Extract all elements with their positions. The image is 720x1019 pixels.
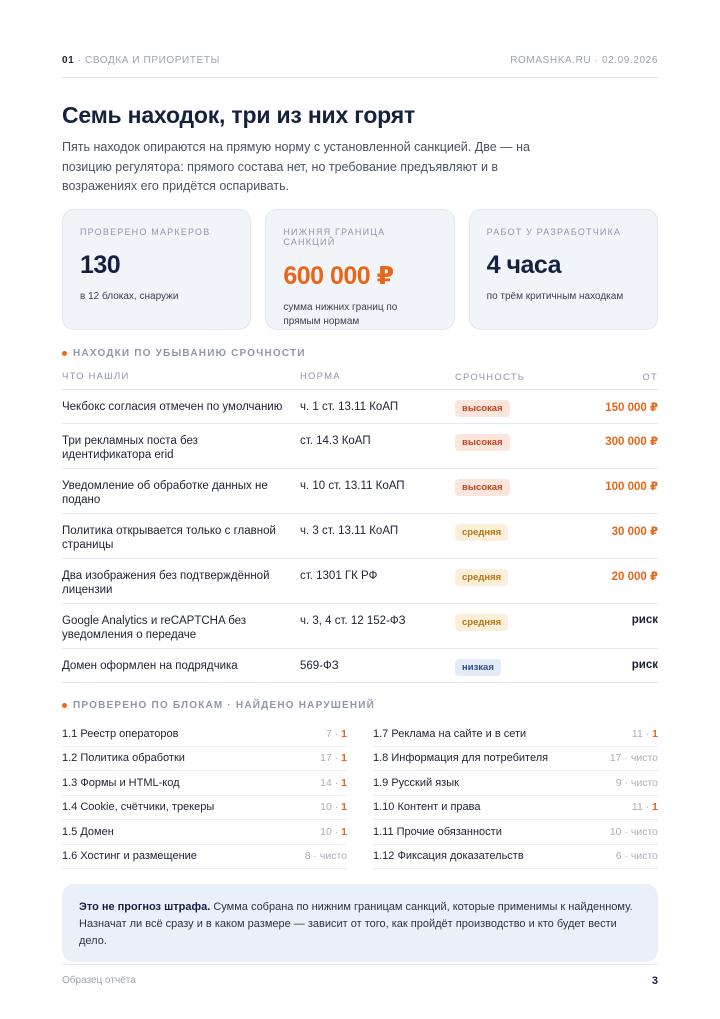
block-name: 1.1 Реестр операторов	[62, 727, 179, 740]
block-item	[373, 771, 658, 796]
block-count	[610, 826, 658, 838]
block-item	[62, 845, 347, 870]
block-sep: ·	[621, 850, 631, 863]
finding-what: Домен оформлен на подрядчика	[62, 660, 238, 672]
table-header	[62, 365, 658, 390]
block-checked: 11	[631, 801, 643, 814]
finding-urgency	[455, 400, 575, 417]
block-checked: 7	[325, 727, 332, 740]
block-sep: ·	[331, 825, 342, 838]
table-row	[62, 514, 658, 559]
section-sep: ·	[77, 55, 86, 66]
block-name: 1.12 Фиксация доказательств	[373, 850, 524, 863]
note-text: Сумма собрана по нижним границам санкций, которые применимы к найденному. Назначат ли всё сразу и в каком размере — зависит от того, как пройдёт производство и кто будет вести дело.	[79, 901, 633, 947]
note-bold: Это не прогноз штрафа.	[79, 901, 211, 913]
table-row	[62, 559, 658, 604]
block-item	[62, 796, 347, 821]
page-title: Семь находок, три из них горят	[62, 102, 416, 128]
blocks-grid	[62, 722, 658, 869]
block-found: 1	[652, 801, 658, 814]
page-footer	[62, 975, 658, 987]
block-sep: ·	[331, 727, 342, 740]
finding-what: Три рекламных поста без идентификатора erid	[62, 435, 198, 461]
section-label	[62, 55, 220, 66]
finding-what: Чекбокс согласия отмечен по умолчанию	[62, 401, 283, 413]
finding-norm: ст. 14.3 КоАП	[300, 435, 371, 447]
block-checked: 9	[615, 776, 622, 789]
stat-card-sanctions	[265, 209, 454, 330]
footer-label: Образец отчёта	[62, 975, 136, 986]
blocks-section-title	[62, 700, 375, 711]
block-name: 1.2 Политика обработки	[62, 752, 185, 765]
block-item	[62, 722, 347, 747]
block-sep: ·	[310, 850, 320, 863]
stat-sub: в 12 блоках, снаружи	[80, 291, 179, 302]
finding-amount: 150 000 ₽	[605, 402, 658, 414]
block-checked: 6	[615, 850, 622, 863]
finding-norm: ч. 3, 4 ст. 12 152-ФЗ	[300, 615, 406, 627]
block-count	[320, 801, 347, 813]
col-norm: НОРМА	[300, 371, 341, 382]
block-count	[616, 850, 658, 862]
finding-urgency	[455, 434, 575, 451]
table-row	[62, 649, 658, 683]
bullet-dot-icon	[62, 703, 67, 708]
block-count	[632, 801, 658, 813]
block-sep: ·	[621, 776, 631, 789]
block-sep: ·	[331, 801, 342, 814]
block-count	[610, 752, 658, 764]
findings-section-title	[62, 348, 306, 359]
block-sep: ·	[642, 727, 653, 740]
lead-paragraph: Пять находок опираются на прямую норму с установленной санкцией. Две — на позицию регулятора: прямого состава нет, но требование предъявляют и в возражениях его придётся оспаривать.	[62, 140, 530, 193]
block-checked: 17	[320, 752, 332, 765]
finding-norm: ч. 1 ст. 13.11 КоАП	[300, 401, 399, 413]
block-count	[320, 752, 347, 764]
block-name: 1.10 Контент и права	[373, 801, 481, 814]
report-page	[62, 0, 658, 1019]
finding-amount: 300 000 ₽	[605, 436, 658, 448]
stat-value: 130	[80, 251, 121, 279]
urgency-badge: низкая	[455, 659, 501, 676]
finding-what: Уведомление об обработке данных не подано	[62, 480, 268, 506]
finding-what: Два изображения без подтверждённой лицензии	[62, 570, 270, 596]
block-found: чисто	[630, 752, 658, 765]
table-row	[62, 424, 658, 469]
table-row	[62, 390, 658, 424]
block-item	[373, 820, 658, 845]
block-checked: 11	[631, 727, 643, 740]
block-checked: 10	[609, 825, 622, 838]
stat-value: 4 часа	[486, 251, 562, 279]
section-title: СВОДКА И ПРИОРИТЕТЫ	[85, 55, 220, 66]
block-found: 1	[341, 801, 347, 814]
finding-urgency	[455, 614, 575, 631]
block-found: 1	[341, 727, 347, 740]
finding-what: Политика открывается только с главной страницы	[62, 525, 276, 551]
block-name: 1.6 Хостинг и размещение	[62, 850, 197, 863]
block-item	[373, 722, 658, 747]
disclaimer-note	[62, 884, 658, 962]
block-count	[326, 728, 347, 740]
finding-what: Google Analytics и reCAPTCHA без уведомления о передаче	[62, 615, 247, 641]
urgency-badge: средняя	[455, 569, 508, 586]
stat-card-markers	[62, 209, 251, 330]
finding-norm: 569-ФЗ	[300, 660, 339, 672]
urgency-badge: высокая	[455, 400, 510, 417]
col-from: ОТ	[642, 371, 658, 383]
col-urgency: СРОЧНОСТЬ	[455, 371, 526, 383]
block-checked: 17	[609, 752, 622, 765]
block-name: 1.8 Информация для потребителя	[373, 752, 549, 765]
finding-amount: 20 000 ₽	[611, 571, 658, 583]
stat-label: РАБОТ У РАЗРАБОТЧИКА	[486, 227, 622, 237]
block-name: 1.4 Cookie, счётчики, трекеры	[62, 801, 215, 814]
blocks-section-label: ПРОВЕРЕНО ПО БЛОКАМ · НАЙДЕНО НАРУШЕНИЙ	[73, 700, 376, 711]
stat-cards	[62, 209, 658, 330]
block-checked: 14	[320, 776, 332, 789]
block-found: чисто	[630, 776, 658, 789]
section-number: 01	[62, 55, 75, 66]
block-checked: 8	[304, 850, 311, 863]
block-found: 1	[652, 727, 658, 740]
footer-divider	[62, 964, 658, 965]
page-number: 3	[651, 975, 658, 987]
block-name: 1.3 Формы и HTML-код	[62, 776, 180, 789]
site-date: ROMASHKA.RU · 02.09.2026	[510, 55, 658, 66]
finding-urgency	[455, 659, 575, 676]
block-checked: 10	[320, 825, 332, 838]
block-sep: ·	[642, 801, 653, 814]
bullet-dot-icon	[62, 351, 67, 356]
block-count	[305, 850, 347, 862]
finding-urgency	[455, 479, 575, 496]
urgency-badge: высокая	[455, 479, 510, 496]
block-count	[320, 826, 347, 838]
finding-norm: ч. 3 ст. 13.11 КоАП	[300, 525, 399, 537]
stat-sub: сумма нижних границ по прямым нормам	[283, 302, 398, 327]
page-header	[62, 55, 658, 66]
finding-urgency	[455, 569, 575, 586]
block-found: 1	[341, 825, 347, 838]
block-name: 1.7 Реклама на сайте и в сети	[373, 727, 527, 740]
findings-table	[62, 365, 658, 683]
finding-amount: риск	[631, 659, 658, 671]
findings-section-label: НАХОДКИ ПО УБЫВАНИЮ СРОЧНОСТИ	[73, 348, 306, 359]
stat-card-dev-work	[469, 209, 658, 330]
block-item	[373, 747, 658, 772]
table-row	[62, 604, 658, 649]
block-checked: 10	[320, 801, 332, 814]
urgency-badge: средняя	[455, 524, 508, 541]
finding-amount: риск	[631, 614, 658, 626]
block-sep: ·	[331, 752, 342, 765]
urgency-badge: средняя	[455, 614, 508, 631]
block-sep: ·	[331, 776, 342, 789]
block-found: чисто	[319, 850, 347, 863]
finding-amount: 100 000 ₽	[605, 481, 658, 493]
block-name: 1.5 Домен	[62, 825, 114, 838]
blocks-column-right	[373, 722, 658, 869]
block-item	[62, 747, 347, 772]
block-found: 1	[341, 752, 347, 765]
table-body	[62, 390, 658, 683]
stat-label: ПРОВЕРЕНО МАРКЕРОВ	[80, 227, 211, 237]
block-count	[632, 728, 658, 740]
table-row	[62, 469, 658, 514]
block-name: 1.11 Прочие обязанности	[373, 825, 502, 838]
block-sep: ·	[621, 825, 631, 838]
finding-norm: ст. 1301 ГК РФ	[300, 570, 378, 582]
block-found: чисто	[630, 850, 658, 863]
finding-urgency	[455, 524, 575, 541]
block-name: 1.9 Русский язык	[373, 776, 459, 789]
header-divider	[62, 77, 658, 78]
stat-sub: по трём критичным находкам	[486, 291, 624, 302]
finding-amount: 30 000 ₽	[611, 526, 658, 538]
block-count	[616, 777, 658, 789]
urgency-badge: высокая	[455, 434, 510, 451]
block-item	[373, 845, 658, 870]
finding-norm: ч. 10 ст. 13.11 КоАП	[300, 480, 405, 492]
col-what: ЧТО НАШЛИ	[62, 371, 130, 382]
block-item	[62, 820, 347, 845]
stat-value: 600 000 ₽	[283, 262, 394, 290]
block-found: чисто	[630, 825, 658, 838]
block-found: 1	[341, 776, 347, 789]
block-count	[320, 777, 347, 789]
blocks-column-left	[62, 722, 347, 869]
block-item	[62, 771, 347, 796]
block-item	[373, 796, 658, 821]
block-sep: ·	[621, 752, 631, 765]
stat-label: НИЖНЯЯ ГРАНИЦА САНКЦИЙ	[283, 227, 386, 247]
